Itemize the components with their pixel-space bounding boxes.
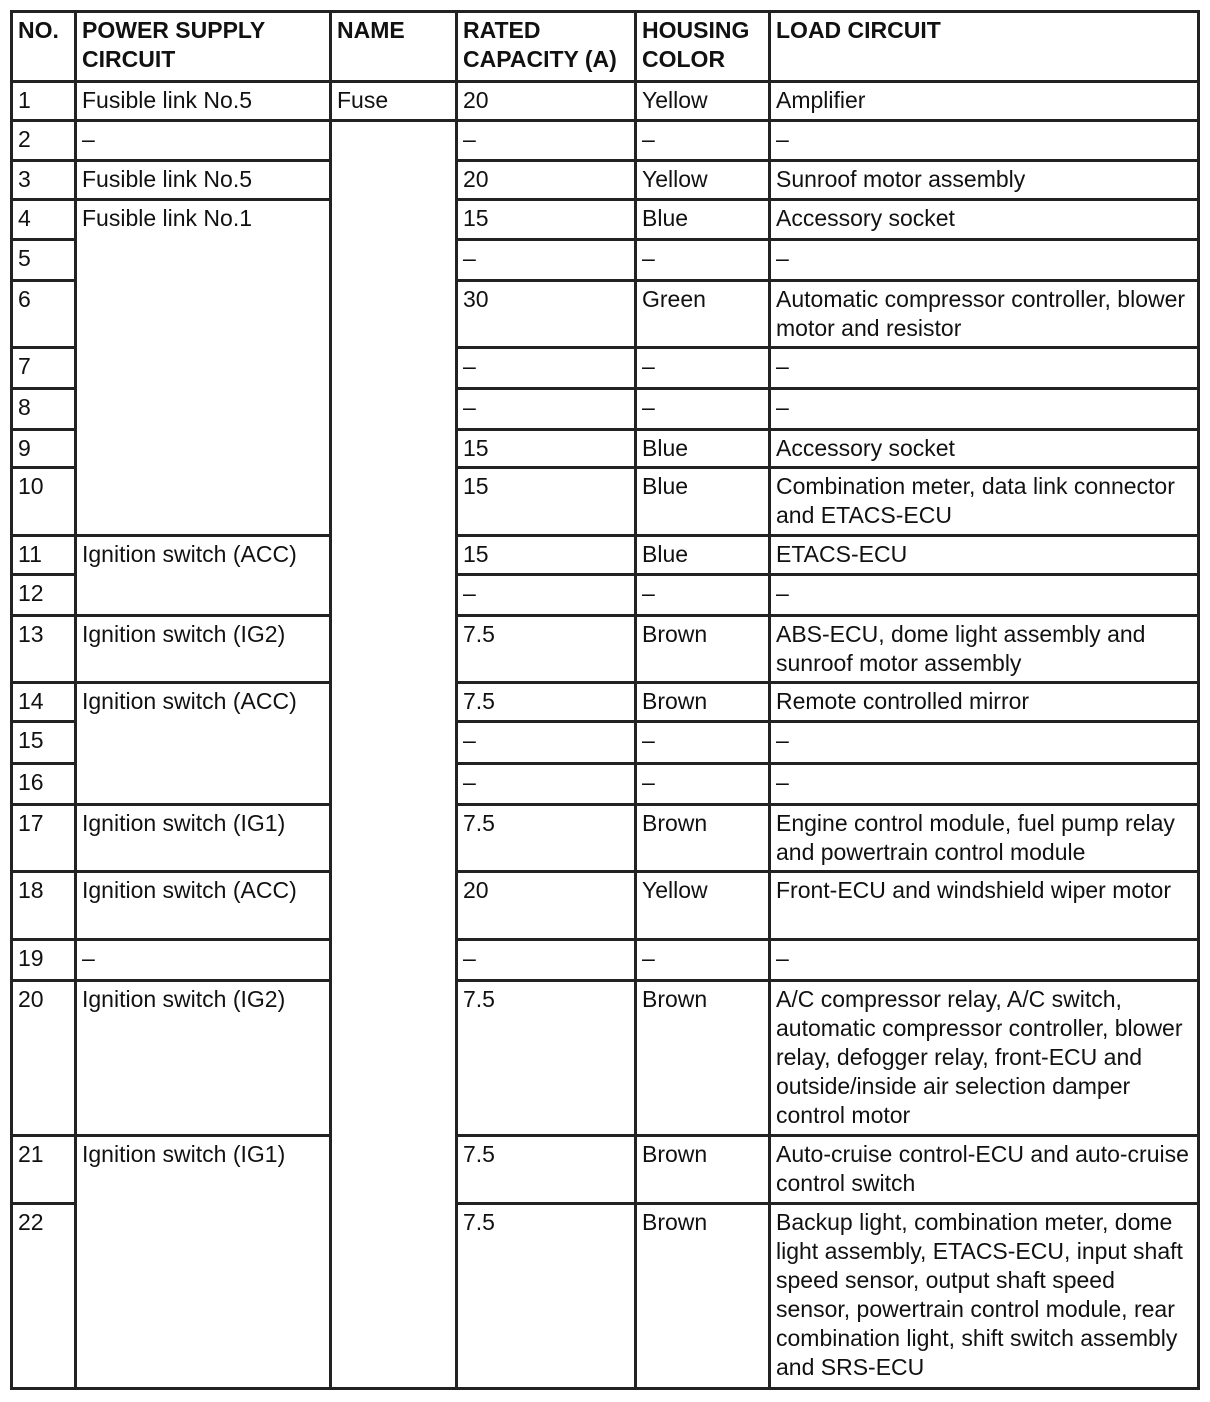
cell-rated-capacity: 7.5 xyxy=(457,683,636,722)
cell-load-circuit: Sunroof motor assembly xyxy=(770,161,1199,200)
header-load-circuit: LOAD CIRCUIT xyxy=(770,12,1199,82)
cell-rated-capacity: – xyxy=(457,722,636,763)
table-row xyxy=(12,121,1199,161)
cell-power-supply: Ignition switch (IG1) xyxy=(76,804,331,871)
header-name: NAME xyxy=(331,12,457,82)
cell-housing-color: Brown xyxy=(636,1135,770,1203)
cell-housing-color: Brown xyxy=(636,615,770,682)
cell-load-circuit: – xyxy=(770,389,1199,430)
cell-rated-capacity: 7.5 xyxy=(457,981,636,1136)
cell-load-circuit: Automatic compressor controller, blower motor and resistor xyxy=(770,280,1199,347)
cell-no: 12 xyxy=(12,574,76,615)
cell-rated-capacity: 7.5 xyxy=(457,1204,636,1389)
cell-rated-capacity: 15 xyxy=(457,468,636,535)
cell-no: 17 xyxy=(12,804,76,871)
cell-no: 2 xyxy=(12,121,76,161)
table-row xyxy=(12,535,1199,574)
cell-no: 9 xyxy=(12,430,76,468)
cell-load-circuit: Accessory socket xyxy=(770,200,1199,239)
cell-housing-color: – xyxy=(636,347,770,388)
cell-power-supply: – xyxy=(76,940,331,981)
cell-no: 16 xyxy=(12,763,76,804)
cell-housing-color: Yellow xyxy=(636,871,770,939)
cell-no: 1 xyxy=(12,82,76,121)
cell-rated-capacity: 30 xyxy=(457,280,636,347)
cell-rated-capacity: 7.5 xyxy=(457,1135,636,1203)
cell-housing-color: Blue xyxy=(636,468,770,535)
cell-rated-capacity: 15 xyxy=(457,200,636,239)
cell-no: 20 xyxy=(12,981,76,1136)
cell-housing-color: Green xyxy=(636,280,770,347)
header-power-supply-circuit: POWER SUPPLY CIRCUIT xyxy=(76,12,331,82)
cell-power-supply: Fusible link No.5 xyxy=(76,161,331,200)
table-row xyxy=(12,200,1199,239)
cell-load-circuit: – xyxy=(770,763,1199,804)
cell-rated-capacity: 20 xyxy=(457,871,636,939)
cell-no: 3 xyxy=(12,161,76,200)
cell-load-circuit: A/C compressor relay, A/C switch, automatic compressor controller, blower relay, defogger relay, front-ECU and outside/inside air selection damper control motor xyxy=(770,981,1199,1136)
cell-no: 11 xyxy=(12,535,76,574)
cell-name-merged xyxy=(331,121,457,1389)
cell-no: 8 xyxy=(12,389,76,430)
cell-housing-color: Yellow xyxy=(636,82,770,121)
cell-rated-capacity: 15 xyxy=(457,535,636,574)
cell-rated-capacity: – xyxy=(457,239,636,280)
cell-rated-capacity: – xyxy=(457,347,636,388)
header-no: NO. xyxy=(12,12,76,82)
cell-rated-capacity: 20 xyxy=(457,161,636,200)
cell-housing-color: – xyxy=(636,239,770,280)
cell-load-circuit: – xyxy=(770,347,1199,388)
cell-no: 5 xyxy=(12,239,76,280)
cell-rated-capacity: – xyxy=(457,940,636,981)
cell-no: 22 xyxy=(12,1204,76,1389)
cell-rated-capacity: 7.5 xyxy=(457,615,636,682)
table-row xyxy=(12,804,1199,871)
cell-housing-color: Yellow xyxy=(636,161,770,200)
cell-power-supply: Ignition switch (IG2) xyxy=(76,981,331,1136)
cell-housing-color: Blue xyxy=(636,430,770,468)
cell-load-circuit: – xyxy=(770,239,1199,280)
cell-load-circuit: ETACS-ECU xyxy=(770,535,1199,574)
cell-power-supply: Ignition switch (IG1) xyxy=(76,1135,331,1388)
cell-load-circuit: ABS-ECU, dome light assembly and sunroof motor assembly xyxy=(770,615,1199,682)
cell-no: 21 xyxy=(12,1135,76,1203)
cell-no: 13 xyxy=(12,615,76,682)
cell-load-circuit: Amplifier xyxy=(770,82,1199,121)
cell-housing-color: – xyxy=(636,940,770,981)
cell-load-circuit: Combination meter, data link connector and ETACS-ECU xyxy=(770,468,1199,535)
cell-load-circuit: – xyxy=(770,121,1199,161)
cell-housing-color: – xyxy=(636,722,770,763)
cell-housing-color: – xyxy=(636,763,770,804)
cell-no: 14 xyxy=(12,683,76,722)
cell-power-supply: Fusible link No.1 xyxy=(76,200,331,535)
cell-no: 18 xyxy=(12,871,76,939)
cell-rated-capacity: – xyxy=(457,389,636,430)
cell-housing-color: Brown xyxy=(636,981,770,1136)
cell-rated-capacity: – xyxy=(457,763,636,804)
cell-rated-capacity: 7.5 xyxy=(457,804,636,871)
cell-load-circuit: Backup light, combination meter, dome light assembly, ETACS-ECU, input shaft speed sensor, output shaft speed sensor, powertrain control module, rear combination light, shift switch assembly and SRS-ECU xyxy=(770,1204,1199,1389)
cell-no: 6 xyxy=(12,280,76,347)
cell-load-circuit: – xyxy=(770,722,1199,763)
cell-no: 7 xyxy=(12,347,76,388)
cell-load-circuit: Engine control module, fuel pump relay and powertrain control module xyxy=(770,804,1199,871)
cell-power-supply: – xyxy=(76,121,331,161)
cell-rated-capacity: – xyxy=(457,574,636,615)
cell-load-circuit: – xyxy=(770,940,1199,981)
cell-housing-color: – xyxy=(636,574,770,615)
cell-power-supply: Fusible link No.5 xyxy=(76,82,331,121)
table-row xyxy=(12,82,1199,121)
cell-power-supply: Ignition switch (ACC) xyxy=(76,535,331,615)
header-rated-capacity: RATED CAPACITY (A) xyxy=(457,12,636,82)
cell-housing-color: Blue xyxy=(636,200,770,239)
cell-rated-capacity: 15 xyxy=(457,430,636,468)
cell-load-circuit: – xyxy=(770,574,1199,615)
table-row xyxy=(12,940,1199,981)
cell-name: Fuse xyxy=(331,82,457,121)
table-row xyxy=(12,1135,1199,1203)
header-row xyxy=(12,12,1199,82)
cell-no: 19 xyxy=(12,940,76,981)
cell-housing-color: Brown xyxy=(636,1204,770,1389)
cell-no: 15 xyxy=(12,722,76,763)
cell-load-circuit: Auto-cruise control-ECU and auto-cruise control switch xyxy=(770,1135,1199,1203)
cell-power-supply: Ignition switch (ACC) xyxy=(76,871,331,939)
cell-housing-color: Brown xyxy=(636,804,770,871)
table-row xyxy=(12,161,1199,200)
cell-power-supply: Ignition switch (IG2) xyxy=(76,615,331,682)
cell-housing-color: Blue xyxy=(636,535,770,574)
cell-power-supply: Ignition switch (ACC) xyxy=(76,683,331,804)
table-row xyxy=(12,615,1199,682)
cell-load-circuit: Remote controlled mirror xyxy=(770,683,1199,722)
cell-no: 10 xyxy=(12,468,76,535)
cell-load-circuit: Accessory socket xyxy=(770,430,1199,468)
cell-housing-color: – xyxy=(636,121,770,161)
fuse-table xyxy=(10,10,1200,1390)
table-row xyxy=(12,981,1199,1136)
table-row xyxy=(12,683,1199,722)
cell-load-circuit: Front-ECU and windshield wiper motor xyxy=(770,871,1199,939)
cell-housing-color: – xyxy=(636,389,770,430)
cell-rated-capacity: 20 xyxy=(457,82,636,121)
cell-housing-color: Brown xyxy=(636,683,770,722)
table-row xyxy=(12,871,1199,939)
cell-rated-capacity: – xyxy=(457,121,636,161)
cell-no: 4 xyxy=(12,200,76,239)
header-housing-color: HOUSING COLOR xyxy=(636,12,770,82)
